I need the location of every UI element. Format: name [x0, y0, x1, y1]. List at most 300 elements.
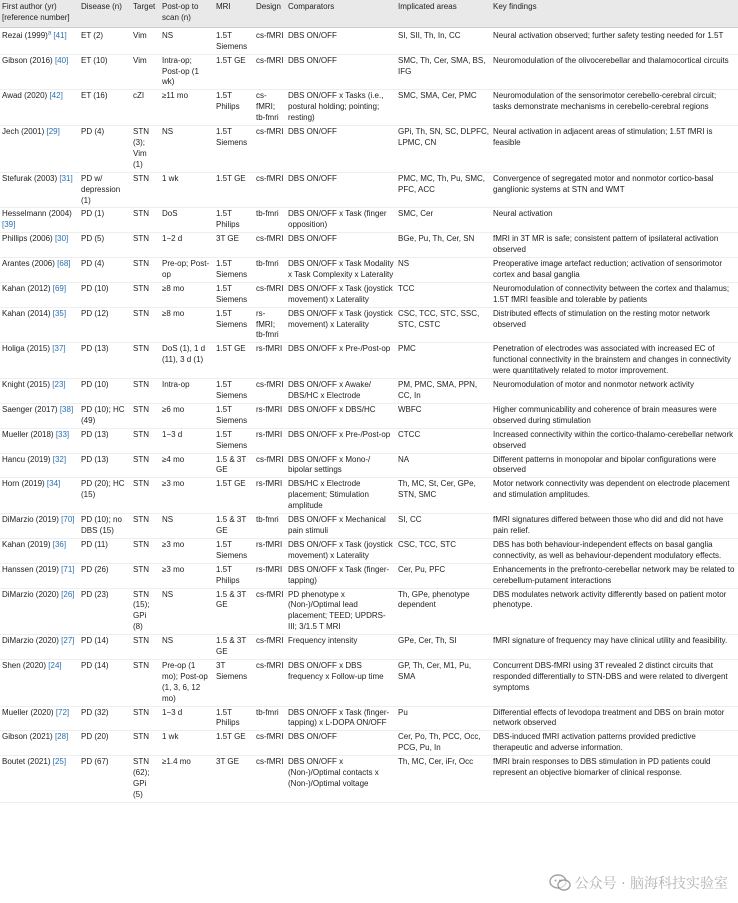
cell-postop: Intra-op; Post-op (1 wk)	[160, 54, 214, 90]
table-row	[0, 635, 738, 660]
cell-findings: Preoperative image artefact reduction; activation of sensorimotor cortex and basal ganglia	[491, 258, 738, 283]
cell-mri: 1.5T Siemens	[214, 126, 254, 173]
cell-findings: Neural activation observed; further safety testing needed for 1.5T	[491, 27, 738, 54]
cell-design: cs-fMRI	[254, 453, 286, 478]
table-row	[0, 172, 738, 208]
cell-author	[0, 514, 79, 539]
reference-link[interactable]: [28]	[54, 732, 69, 742]
cell-disease: ET (10)	[79, 54, 131, 90]
cell-postop: Pre-op (1 mo); Post-op (1, 3, 6, 12 mo)	[160, 659, 214, 706]
author-name: Mueller (2018)	[2, 429, 54, 439]
cell-target: STN	[131, 172, 160, 208]
reference-link[interactable]: [39]	[2, 220, 16, 230]
cell-findings: Neuromodulation of motor and nonmotor network activity	[491, 379, 738, 404]
cell-design: rs-fMRI	[254, 478, 286, 514]
cell-disease: PD (13)	[79, 453, 131, 478]
author-name: Holiga (2015)	[2, 344, 51, 354]
cell-author	[0, 307, 79, 343]
table-row	[0, 453, 738, 478]
cell-disease: PD w/ depression (1)	[79, 172, 131, 208]
wechat-icon	[549, 874, 571, 892]
author-name: Phillips (2006)	[2, 234, 53, 244]
author-name: Horn (2019)	[2, 479, 45, 489]
cell-findings: Differential effects of levodopa treatment and DBS on brain motor network observed	[491, 706, 738, 731]
cell-design: cs-fMRI	[254, 54, 286, 90]
table-row	[0, 282, 738, 307]
cell-target: STN	[131, 453, 160, 478]
cell-author	[0, 379, 79, 404]
header-implicated-areas: Implicated areas	[396, 0, 491, 27]
cell-postop: 1−3 d	[160, 706, 214, 731]
cell-comp: DBS ON/OFF x Mono-/ bipolar settings	[286, 453, 396, 478]
author-name: Saenger (2017)	[2, 404, 58, 414]
cell-disease: PD (14)	[79, 635, 131, 660]
table-row	[0, 514, 738, 539]
header-target: Target	[131, 0, 160, 27]
cell-design: cs-fMRI	[254, 659, 286, 706]
cell-comp: DBS ON/OFF x (Non-)/Optimal contacts x (Non-)/Optimal voltage	[286, 756, 396, 803]
cell-author	[0, 635, 79, 660]
table-row	[0, 233, 738, 258]
cell-target: STN	[131, 233, 160, 258]
cell-mri: 3T Siemens	[214, 659, 254, 706]
cell-comp: DBS ON/OFF x Pre-/Post-op	[286, 343, 396, 379]
author-name: DiMarzio (2020)	[2, 589, 59, 599]
table-row	[0, 90, 738, 126]
cell-disease: PD (20)	[79, 731, 131, 756]
cell-design: tb-fmri	[254, 514, 286, 539]
cell-comp: DBS ON/OFF	[286, 172, 396, 208]
cell-findings: Different patterns in monopolar and bipolar configurations were observed	[491, 453, 738, 478]
cell-author	[0, 659, 79, 706]
cell-comp: DBS ON/OFF	[286, 54, 396, 90]
cell-target: STN	[131, 282, 160, 307]
cell-author	[0, 343, 79, 379]
reference-link[interactable]: [38]	[59, 404, 74, 414]
cell-mri: 1.5T GE	[214, 478, 254, 514]
cell-comp: Frequency intensity	[286, 635, 396, 660]
cell-areas: NS	[396, 258, 491, 283]
table-header-row	[0, 0, 738, 27]
table-row	[0, 588, 738, 635]
cell-findings: fMRI signatures differed between those who did and did not have pain relief.	[491, 514, 738, 539]
table-row	[0, 756, 738, 803]
cell-author	[0, 403, 79, 428]
table-row	[0, 659, 738, 706]
cell-design: tb-fmri	[254, 208, 286, 233]
cell-mri: 1.5T Philips	[214, 563, 254, 588]
table-row	[0, 307, 738, 343]
cell-target: Vim	[131, 27, 160, 54]
author-name: Gibson (2016)	[2, 55, 53, 65]
cell-comp: DBS ON/OFF x Awake/ DBS/HC x Electrode	[286, 379, 396, 404]
cell-mri: 1.5T GE	[214, 54, 254, 90]
author-name: Kahan (2014)	[2, 308, 51, 318]
table-row	[0, 379, 738, 404]
cell-author	[0, 258, 79, 283]
cell-findings: fMRI brain responses to DBS stimulation in PD patients could represent an objective biomarker of clinical response.	[491, 756, 738, 803]
header-comparators: Comparators	[286, 0, 396, 27]
cell-target: STN	[131, 403, 160, 428]
cell-areas: CSC, TCC, STC	[396, 538, 491, 563]
reference-link[interactable]: [41]	[53, 30, 67, 40]
cell-findings: Neural activation in adjacent areas of stimulation; 1.5T fMRI is feasible	[491, 126, 738, 173]
reference-link[interactable]: [27]	[61, 636, 75, 646]
header-disease: Disease (n)	[79, 0, 131, 27]
author-name: DiMarzio (2020)	[2, 636, 59, 646]
cell-target: STN	[131, 731, 160, 756]
table-body	[0, 27, 738, 802]
cell-disease: PD (11)	[79, 538, 131, 563]
cell-postop: ≥4 mo	[160, 453, 214, 478]
cell-areas: WBFC	[396, 403, 491, 428]
cell-target: STN	[131, 379, 160, 404]
cell-postop: NS	[160, 514, 214, 539]
reference-link[interactable]: [30]	[54, 234, 69, 244]
cell-target: STN	[131, 538, 160, 563]
cell-findings: Concurrent DBS-fMRI using 3T revealed 2 distinct circuits that responded differentially to STN-DBS and were related to divergent symptoms	[491, 659, 738, 706]
reference-link[interactable]: [29]	[46, 127, 60, 137]
cell-postop: 1 wk	[160, 731, 214, 756]
cell-target: STN	[131, 208, 160, 233]
cell-findings: Higher communicability and coherence of brain measures were observed during stimulation	[491, 403, 738, 428]
cell-target: STN	[131, 478, 160, 514]
cell-areas: BGe, Pu, Th, Cer, SN	[396, 233, 491, 258]
cell-target: STN	[131, 514, 160, 539]
cell-areas: TCC	[396, 282, 491, 307]
cell-target: STN (15); GPi (8)	[131, 588, 160, 635]
cell-comp: DBS ON/OFF x Task (finger-tapping)	[286, 563, 396, 588]
author-name: Hesselmann (2004)	[2, 209, 72, 219]
cell-findings: Neuromodulation of the sensorimotor cerebello-cerebral circuit; tasks demonstrate mechanisms in cerebello-cerebral regions	[491, 90, 738, 126]
reference-link[interactable]: [35]	[52, 308, 67, 318]
author-name: Kahan (2019)	[2, 539, 51, 549]
cell-disease: PD (10)	[79, 282, 131, 307]
cell-areas: SI, SII, Th, In, CC	[396, 27, 491, 54]
cell-author	[0, 706, 79, 731]
cell-comp: DBS ON/OFF x Task (joystick movement) x Laterality	[286, 282, 396, 307]
cell-design: cs-fMRI	[254, 233, 286, 258]
cell-author	[0, 172, 79, 208]
cell-comp: DBS ON/OFF	[286, 126, 396, 173]
cell-areas: Th, MC, Cer, iFr, Occ	[396, 756, 491, 803]
reference-link[interactable]: [32]	[52, 454, 67, 464]
cell-comp: DBS ON/OFF x Task (joystick movement) x Laterality	[286, 538, 396, 563]
cell-mri: 1.5T GE	[214, 343, 254, 379]
cell-areas: Pu	[396, 706, 491, 731]
author-name: Mueller (2020)	[2, 707, 54, 717]
cell-target: STN (3); Vim (1)	[131, 126, 160, 173]
cell-design: cs-fMRI	[254, 379, 286, 404]
cell-findings: DBS-induced fMRI activation patterns provided predictive therapeutic and adverse information.	[491, 731, 738, 756]
cell-postop: ≥3 mo	[160, 538, 214, 563]
cell-mri: 1.5T Philips	[214, 208, 254, 233]
reference-link[interactable]: [69]	[52, 283, 67, 293]
cell-target: STN	[131, 635, 160, 660]
cell-design: tb-fmri	[254, 706, 286, 731]
cell-design: rs-fMRI	[254, 538, 286, 563]
author-name: Knight (2015)	[2, 380, 51, 390]
cell-target: STN	[131, 343, 160, 379]
cell-areas: CSC, TCC, STC, SSC, STC, CSTC	[396, 307, 491, 343]
author-name: Rezai (1999)	[2, 30, 48, 40]
author-name: Stefurak (2003)	[2, 173, 58, 183]
cell-postop: ≥3 mo	[160, 563, 214, 588]
cell-areas: Th, MC, St, Cer, GPe, STN, SMC	[396, 478, 491, 514]
cell-postop: 1−2 d	[160, 233, 214, 258]
cell-areas: PMC, MC, Th, Pu, SMC, PFC, ACC	[396, 172, 491, 208]
cell-areas: NA	[396, 453, 491, 478]
table-row	[0, 126, 738, 173]
cell-mri: 1.5T Siemens	[214, 282, 254, 307]
cell-postop: ≥11 mo	[160, 90, 214, 126]
cell-comp: DBS ON/OFF	[286, 27, 396, 54]
cell-design: rs-fMRI	[254, 563, 286, 588]
cell-comp: DBS ON/OFF x Tasks (i.e., postural holding; pointing; resting)	[286, 90, 396, 126]
cell-author	[0, 282, 79, 307]
author-name: Boutet (2021)	[2, 757, 51, 767]
cell-comp: DBS ON/OFF x Task (finger opposition)	[286, 208, 396, 233]
cell-author	[0, 233, 79, 258]
cell-areas: GP, Th, Cer, M1, Pu, SMA	[396, 659, 491, 706]
footnote-marker[interactable]: a	[47, 30, 52, 37]
reference-link[interactable]: [26]	[61, 589, 75, 599]
cell-mri: 1.5T Siemens	[214, 403, 254, 428]
cell-areas: Cer, Po, Th, PCC, Occ, PCG, Pu, In	[396, 731, 491, 756]
cell-design: cs-fMRI	[254, 27, 286, 54]
cell-findings: Penetration of electrodes was associated with increased EC of functional connectivity in the brainstem and changes in connectivity were quantitatively related to motor improvement.	[491, 343, 738, 379]
cell-target: STN	[131, 706, 160, 731]
cell-postop: NS	[160, 635, 214, 660]
cell-disease: PD (26)	[79, 563, 131, 588]
cell-disease: PD (5)	[79, 233, 131, 258]
cell-postop: NS	[160, 126, 214, 173]
cell-findings: DBS has both behaviour-independent effects on basal ganglia connectivity, as well as behaviour-dependent modulatory effects.	[491, 538, 738, 563]
cell-author	[0, 208, 79, 233]
cell-disease: PD (4)	[79, 126, 131, 173]
author-name: DiMarzio (2019)	[2, 515, 59, 525]
cell-target: STN	[131, 307, 160, 343]
table-row	[0, 343, 738, 379]
watermark-text: 公众号 · 脑海科技实验室	[574, 876, 728, 892]
cell-areas: SMC, SMA, Cer, PMC	[396, 90, 491, 126]
reference-link[interactable]: [31]	[59, 173, 73, 183]
cell-author	[0, 54, 79, 90]
cell-author	[0, 126, 79, 173]
cell-mri: 1.5T Siemens	[214, 307, 254, 343]
cell-postop: DoS	[160, 208, 214, 233]
cell-mri: 1.5T Siemens	[214, 379, 254, 404]
author-name: Hancu (2019)	[2, 454, 51, 464]
cell-postop: Pre-op; Post-op	[160, 258, 214, 283]
cell-target: STN	[131, 258, 160, 283]
cell-postop: NS	[160, 27, 214, 54]
cell-postop: Intra-op	[160, 379, 214, 404]
cell-author	[0, 756, 79, 803]
reference-link[interactable]: [40]	[54, 55, 69, 65]
cell-target: STN (62); GPi (5)	[131, 756, 160, 803]
cell-design: cs-fMRI	[254, 756, 286, 803]
table-row	[0, 478, 738, 514]
cell-postop: 1 wk	[160, 172, 214, 208]
table-row	[0, 258, 738, 283]
cell-areas: PMC	[396, 343, 491, 379]
author-name: Kahan (2012)	[2, 283, 51, 293]
author-name: Arantes (2006)	[2, 259, 55, 269]
author-name: Hanssen (2019)	[2, 564, 59, 574]
cell-mri: 1.5T Siemens	[214, 27, 254, 54]
cell-author	[0, 428, 79, 453]
cell-areas: SI, CC	[396, 514, 491, 539]
reference-link[interactable]: [25]	[52, 757, 67, 767]
author-name: Jech (2001)	[2, 127, 45, 137]
reference-link[interactable]: [70]	[61, 515, 75, 525]
cell-design: rs-fMRI; tb-fmri	[254, 307, 286, 343]
cell-mri: 1.5T Philips	[214, 706, 254, 731]
cell-findings: fMRI signature of frequency may have clinical utility and feasibility.	[491, 635, 738, 660]
cell-author	[0, 563, 79, 588]
cell-comp: DBS ON/OFF x Pre-/Post-op	[286, 428, 396, 453]
cell-findings: fMRI in 3T MR is safe; consistent pattern of ipsilateral activation observed	[491, 233, 738, 258]
cell-mri: 1.5 & 3T GE	[214, 514, 254, 539]
cell-areas: GPi, Th, SN, SC, DLPFC, LPMC, CN	[396, 126, 491, 173]
reference-link[interactable]: [68]	[57, 259, 71, 269]
cell-comp: DBS ON/OFF x Task (finger-tapping) x L-DOPA ON/OFF	[286, 706, 396, 731]
cell-design: cs-fMRI	[254, 282, 286, 307]
cell-comp: DBS ON/OFF x DBS frequency x Follow-up time	[286, 659, 396, 706]
author-name: Gibson (2021)	[2, 732, 53, 742]
cell-disease: PD (67)	[79, 756, 131, 803]
cell-design: rs-fMRI	[254, 428, 286, 453]
cell-comp: DBS ON/OFF x Mechanical pain stimuli	[286, 514, 396, 539]
cell-target: cZI	[131, 90, 160, 126]
cell-comp: DBS/HC x Electrode placement; Stimulation amplitude	[286, 478, 396, 514]
cell-design: tb-fmri	[254, 258, 286, 283]
cell-findings: Motor network connectivity was dependent on electrode placement and stimulation amplitudes.	[491, 478, 738, 514]
cell-findings: DBS modulates network activity differently based on patient motor phenotype.	[491, 588, 738, 635]
cell-mri: 1.5 & 3T GE	[214, 588, 254, 635]
cell-design: cs-fMRI	[254, 172, 286, 208]
author-name: Shen (2020)	[2, 660, 47, 670]
cell-mri: 1.5T GE	[214, 731, 254, 756]
cell-findings: Increased connectivity within the cortico-thalamo-cerebellar network observed	[491, 428, 738, 453]
cell-comp: DBS ON/OFF	[286, 233, 396, 258]
cell-postop: NS	[160, 588, 214, 635]
cell-disease: PD (10); HC (49)	[79, 403, 131, 428]
cell-findings: Convergence of segregated motor and nonmotor cortico-basal ganglionic systems at STN and WMT	[491, 172, 738, 208]
cell-postop: ≥6 mo	[160, 403, 214, 428]
cell-design: cs-fMRI	[254, 126, 286, 173]
cell-postop: ≥8 mo	[160, 282, 214, 307]
cell-author	[0, 538, 79, 563]
reference-link[interactable]: [24]	[48, 660, 62, 670]
cell-target: STN	[131, 428, 160, 453]
cell-design: rs-fMRI	[254, 343, 286, 379]
cell-author	[0, 588, 79, 635]
cell-comp: DBS ON/OFF x Task Modality x Task Complexity x Laterality	[286, 258, 396, 283]
cell-design: cs-fMRI	[254, 731, 286, 756]
table-row	[0, 54, 738, 90]
cell-mri: 3T GE	[214, 756, 254, 803]
table-row	[0, 428, 738, 453]
header-key-findings: Key findings	[491, 0, 738, 27]
header-mri: MRI	[214, 0, 254, 27]
cell-comp: DBS ON/OFF x Task (joystick movement) x Laterality	[286, 307, 396, 343]
header-first-author: First author (yr) [reference number]	[0, 0, 79, 27]
header-post-op-to-scan: Post-op to scan (n)	[160, 0, 214, 27]
cell-design: rs-fMRI	[254, 403, 286, 428]
cell-mri: 1.5 & 3T GE	[214, 453, 254, 478]
cell-disease: PD (32)	[79, 706, 131, 731]
table-row	[0, 538, 738, 563]
cell-postop: ≥3 mo	[160, 478, 214, 514]
cell-disease: PD (14)	[79, 659, 131, 706]
cell-areas: GPe, Cer, Th, SI	[396, 635, 491, 660]
reference-link[interactable]: [72]	[55, 707, 70, 717]
cell-disease: PD (1)	[79, 208, 131, 233]
cell-areas: SMC, Th, Cer, SMA, BS, IFG	[396, 54, 491, 90]
cell-disease: PD (4)	[79, 258, 131, 283]
cell-author	[0, 90, 79, 126]
cell-mri: 1.5T Siemens	[214, 538, 254, 563]
cell-mri: 1.5T Siemens	[214, 258, 254, 283]
cell-comp: PD phenotype x (Non-)/Optimal lead placement; TEED; UPDRS-III; 3/1.5 T MRI	[286, 588, 396, 635]
reference-link[interactable]: [33]	[55, 429, 70, 439]
cell-comp: DBS ON/OFF	[286, 731, 396, 756]
reference-link[interactable]: [42]	[49, 91, 63, 101]
cell-disease: PD (23)	[79, 588, 131, 635]
cell-mri: 1.5T Philips	[214, 90, 254, 126]
cell-disease: PD (10); no DBS (15)	[79, 514, 131, 539]
cell-design: cs-fMRI	[254, 635, 286, 660]
reference-link[interactable]: [34]	[46, 479, 61, 489]
cell-areas: Th, GPe, phenotype dependent	[396, 588, 491, 635]
cell-findings: Neural activation	[491, 208, 738, 233]
cell-areas: Cer, Pu, PFC	[396, 563, 491, 588]
table-row	[0, 563, 738, 588]
reference-link[interactable]: [36]	[52, 539, 67, 549]
cell-postop: ≥1.4 mo	[160, 756, 214, 803]
reference-link[interactable]: [37]	[52, 344, 66, 354]
watermark	[545, 871, 732, 895]
cell-target: STN	[131, 659, 160, 706]
cell-design: cs-fMRI	[254, 588, 286, 635]
table-row	[0, 208, 738, 233]
cell-postop: ≥8 mo	[160, 307, 214, 343]
cell-postop: DoS (1), 1 d (11), 3 d (1)	[160, 343, 214, 379]
header-design: Design	[254, 0, 286, 27]
cell-comp: DBS ON/OFF x DBS/HC	[286, 403, 396, 428]
table-row	[0, 706, 738, 731]
table-row	[0, 731, 738, 756]
cell-findings: Neuromodulation of connectivity between the cortex and thalamus; 1.5T fMRI feasible and tolerable by patients	[491, 282, 738, 307]
reference-link[interactable]: [71]	[61, 564, 75, 574]
reference-link[interactable]: [23]	[52, 380, 66, 390]
cell-areas: SMC, Cer	[396, 208, 491, 233]
cell-mri: 1.5T GE	[214, 172, 254, 208]
cell-target: STN	[131, 563, 160, 588]
cell-author	[0, 731, 79, 756]
cell-author	[0, 27, 79, 54]
cell-disease: PD (13)	[79, 428, 131, 453]
cell-findings: Enhancements in the prefronto-cerebellar network may be related to cerebellum-putament interactions	[491, 563, 738, 588]
cell-disease: PD (12)	[79, 307, 131, 343]
cell-disease: ET (16)	[79, 90, 131, 126]
table-row	[0, 27, 738, 54]
cell-mri: 3T GE	[214, 233, 254, 258]
cell-disease: PD (13)	[79, 343, 131, 379]
cell-author	[0, 478, 79, 514]
